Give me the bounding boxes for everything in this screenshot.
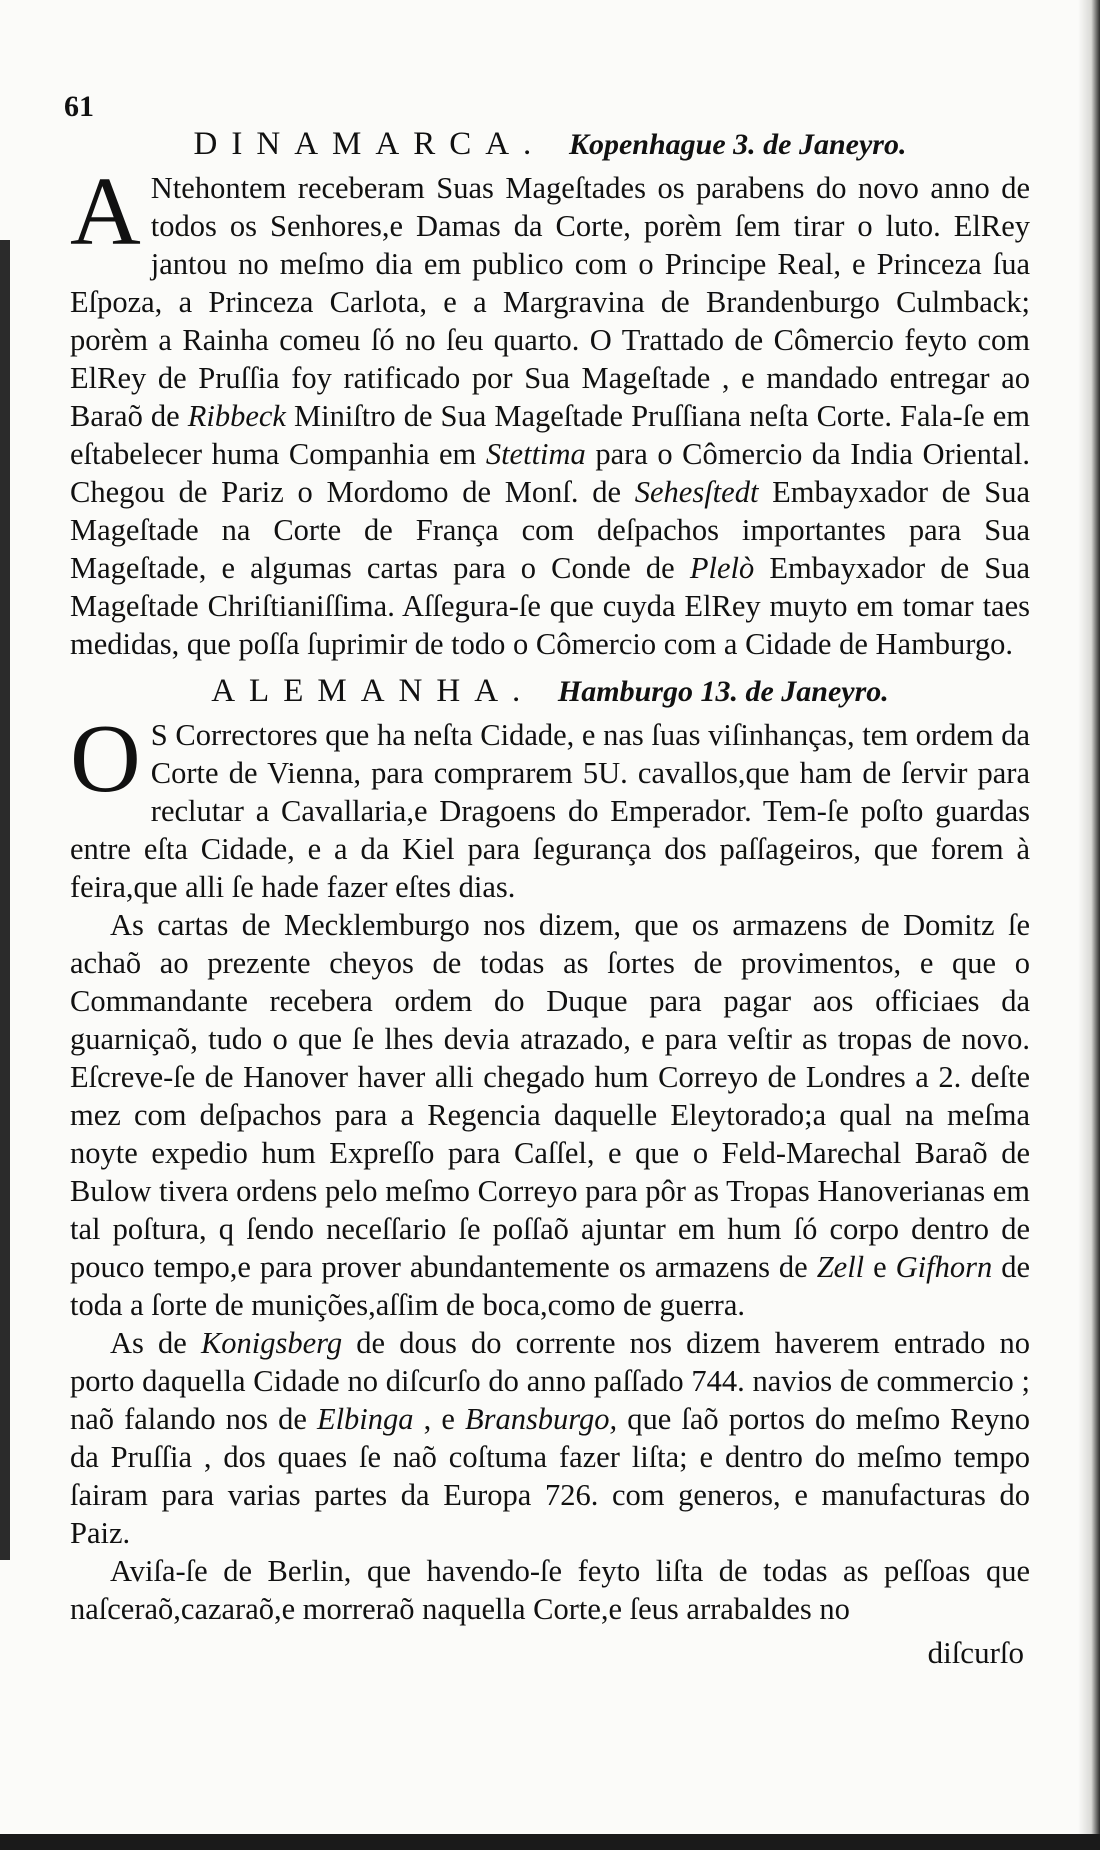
paragraph [70, 158, 1030, 663]
text-run: S Correctores que ha neſta Cidade, e nas ſuas viſinhanças, tem ordem da Corte de Vienna, para comprarem 5U. cavallos,que ham de ſervir para reclutar a Cavallaria,e Dragoens do Emperador. Tem-ſe poſto guardas entre eſta Cidade, e a da Kiel para ſegurança dos paſſageiros, que forem à feira,que alli ſe hade fazer eſtes dias. [70, 718, 1030, 904]
page-edge-bottom [0, 1834, 1100, 1850]
text-run: As de [110, 1326, 201, 1360]
paragraph [70, 1552, 1030, 1628]
page-number: 61 [64, 90, 94, 123]
proper-name: Elbinga [316, 1402, 414, 1436]
country-title: ALEMANHA. [211, 673, 535, 709]
text-run: As cartas de Mecklemburgo nos dizem, que os armazens de Domitz ſe achaõ ao prezente cheyos de todas as ſortes de provimentos, e que o Commandante recebera ordem do Duque para pagar aos officiaes da guarniçaõ, tudo o que ſe lhes devia atrazado, e para veſtir as tropas de novo. Eſcreve-ſe de Hanover haver alli chegado hum Correyo de Londres a 2. deſte mez com deſpachos para a Regencia daquelle Eleytorado;a qual na meſma noyte expedio hum Expreſſo para Caſſel, e que o Feld-Marechal Baraõ de Bulow tivera ordens pelo meſmo Correyo para pôr as Tropas Hanoverianas em tal poſtura, q ſendo neceſſario ſe poſſaõ ajuntar em hum ſó corpo dentro de pouco tempo,e para prover abundantemente os armazens de [70, 908, 1030, 1284]
country-title: DINAMARCA. [193, 126, 546, 162]
text-run: Ntehontem receberam Suas Mageſtades os parabens do novo anno de todos os Senhores,e Damas da Corte, porèm ſem tirar o luto. ElRey jantou no meſmo dia em publico com o Principe Real, e Princeza ſua Eſpoza, a Princeza Carlota, e a Margravina de Brandenburgo Culmback; porèm a Rainha comeu ſó no ſeu quarto. O Trattado de Cômercio feyto com ElRey de Pruſſia foy ratificado por Sua Mageſtade , e mandado entregar ao Baraõ de [70, 171, 1030, 433]
paragraph [70, 906, 1030, 1324]
catchword: diſcurſo [927, 1635, 1024, 1670]
binding-shadow [0, 240, 10, 1560]
page-edge-right [1078, 0, 1100, 1850]
drop-cap: A [70, 158, 141, 266]
proper-name: Sehesſtedt [634, 475, 759, 509]
drop-cap: O [70, 705, 141, 813]
text-run: que ſaõ portos do meſmo Reyno da Pruſſia , dos quaes ſe naõ coſtuma fazer liſta; e dentro do meſmo tempo ſairam para varias partes da Europa 726. com generos, e manufacturas do Paiz. [70, 1402, 1031, 1550]
text-run: para o Cômercio da India Oriental. Chegou de Pariz o Mordomo de Monſ. de [70, 437, 1030, 509]
text-run: Miniſtro de Sua Mageſtade Pruſſiana neſta Corte. Fala-ſe em eſtabelecer huma Companhia em [70, 399, 1030, 471]
proper-name: Bransburgo, [464, 1402, 618, 1436]
paragraph [70, 1324, 1030, 1552]
proper-name: Plelò [689, 551, 755, 585]
section-heading-denmark [70, 122, 1030, 167]
proper-name: Stettima [485, 437, 586, 471]
article-body [70, 122, 1030, 1672]
text-run: Embayxador de Sua Mageſtade na Corte de França com deſpachos importantes para Sua Mageſtade, e algumas cartas para o Conde de [70, 475, 1030, 585]
text-run: e [864, 1250, 896, 1284]
text-run: de toda a ſorte de munições,aſſim de boca,como de guerra. [70, 1250, 1030, 1322]
proper-name: Gifhorn [895, 1250, 993, 1284]
proper-name: Konigsberg [200, 1326, 343, 1360]
section-heading-germany [70, 669, 1030, 714]
text-run: Embayxador de Sua Mageſtade Chriſtianiſſima. Aſſegura-ſe que cuyda ElRey muyto em tomar taes medidas, que poſſa ſuprimir de todo o Cômercio com a Cidade de Hamburgo. [70, 551, 1030, 661]
dateline: Kopenhague 3. de Janeyro. [568, 128, 907, 161]
text-run: , e [413, 1402, 465, 1436]
text-run: Aviſa-ſe de Berlin, que havendo-ſe feyto liſta de todas as peſſoas que naſceraõ,cazaraõ,e morreraõ naquella Corte,e ſeus arrabaldes no [70, 1554, 1030, 1626]
paragraph [70, 705, 1030, 906]
dateline: Hamburgo 13. de Janeyro. [557, 675, 889, 708]
proper-name: Ribbeck [187, 399, 286, 433]
proper-name: Zell [816, 1250, 865, 1284]
text-run: de dous do corrente nos dizem haverem entrado no porto daquella Cidade no diſcurſo do anno paſſado 744. navios de commercio ; naõ falando nos de [70, 1326, 1030, 1436]
